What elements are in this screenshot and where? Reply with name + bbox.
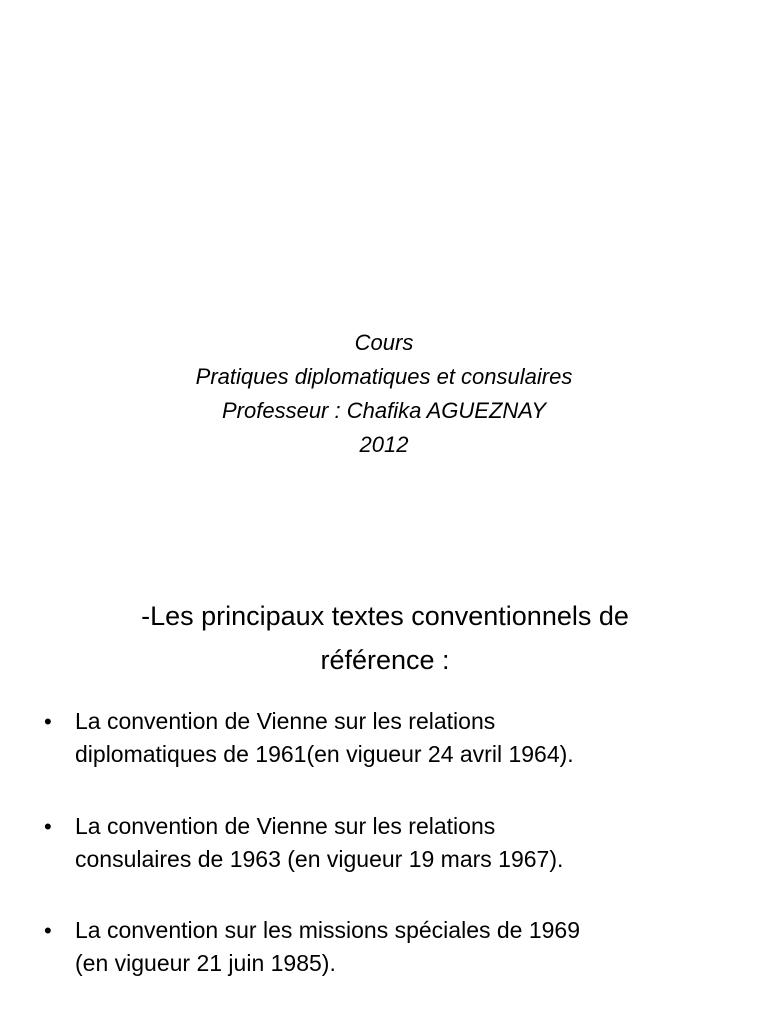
list-item-line: (en vigueur 21 juin 1985). (75, 950, 336, 976)
list-item-line: La convention de Vienne sur les relations (75, 813, 496, 839)
course-year: 2012 (359, 432, 409, 457)
professor-line: Professeur : Chafika AGUEZNAY (222, 398, 546, 423)
list-item-line: La convention de Vienne sur les relations (75, 708, 496, 734)
list-item-text (75, 705, 574, 771)
bullet-icon: • (44, 918, 52, 943)
section-heading-line-2: référence : (320, 645, 450, 675)
section-heading (60, 594, 710, 682)
list-item-line: consulaires de 1963 (en vigueur 19 mars 1967). (75, 846, 564, 872)
course-label: Cours (354, 330, 414, 355)
list-item-line: La convention sur les missions spéciales de 1969 (75, 917, 581, 943)
bullet-icon: • (44, 709, 52, 734)
list-item-text (75, 914, 580, 980)
list-item-text (75, 810, 563, 876)
list-item-line: diplomatiques de 1961(en vigueur 24 avril 1964). (75, 741, 574, 767)
section-heading-line-1: -Les principaux textes conventionnels de (141, 601, 629, 631)
bullet-icon: • (44, 814, 52, 839)
course-subject: Pratiques diplomatiques et consulaires (195, 364, 573, 389)
cover-title-block (0, 326, 768, 462)
